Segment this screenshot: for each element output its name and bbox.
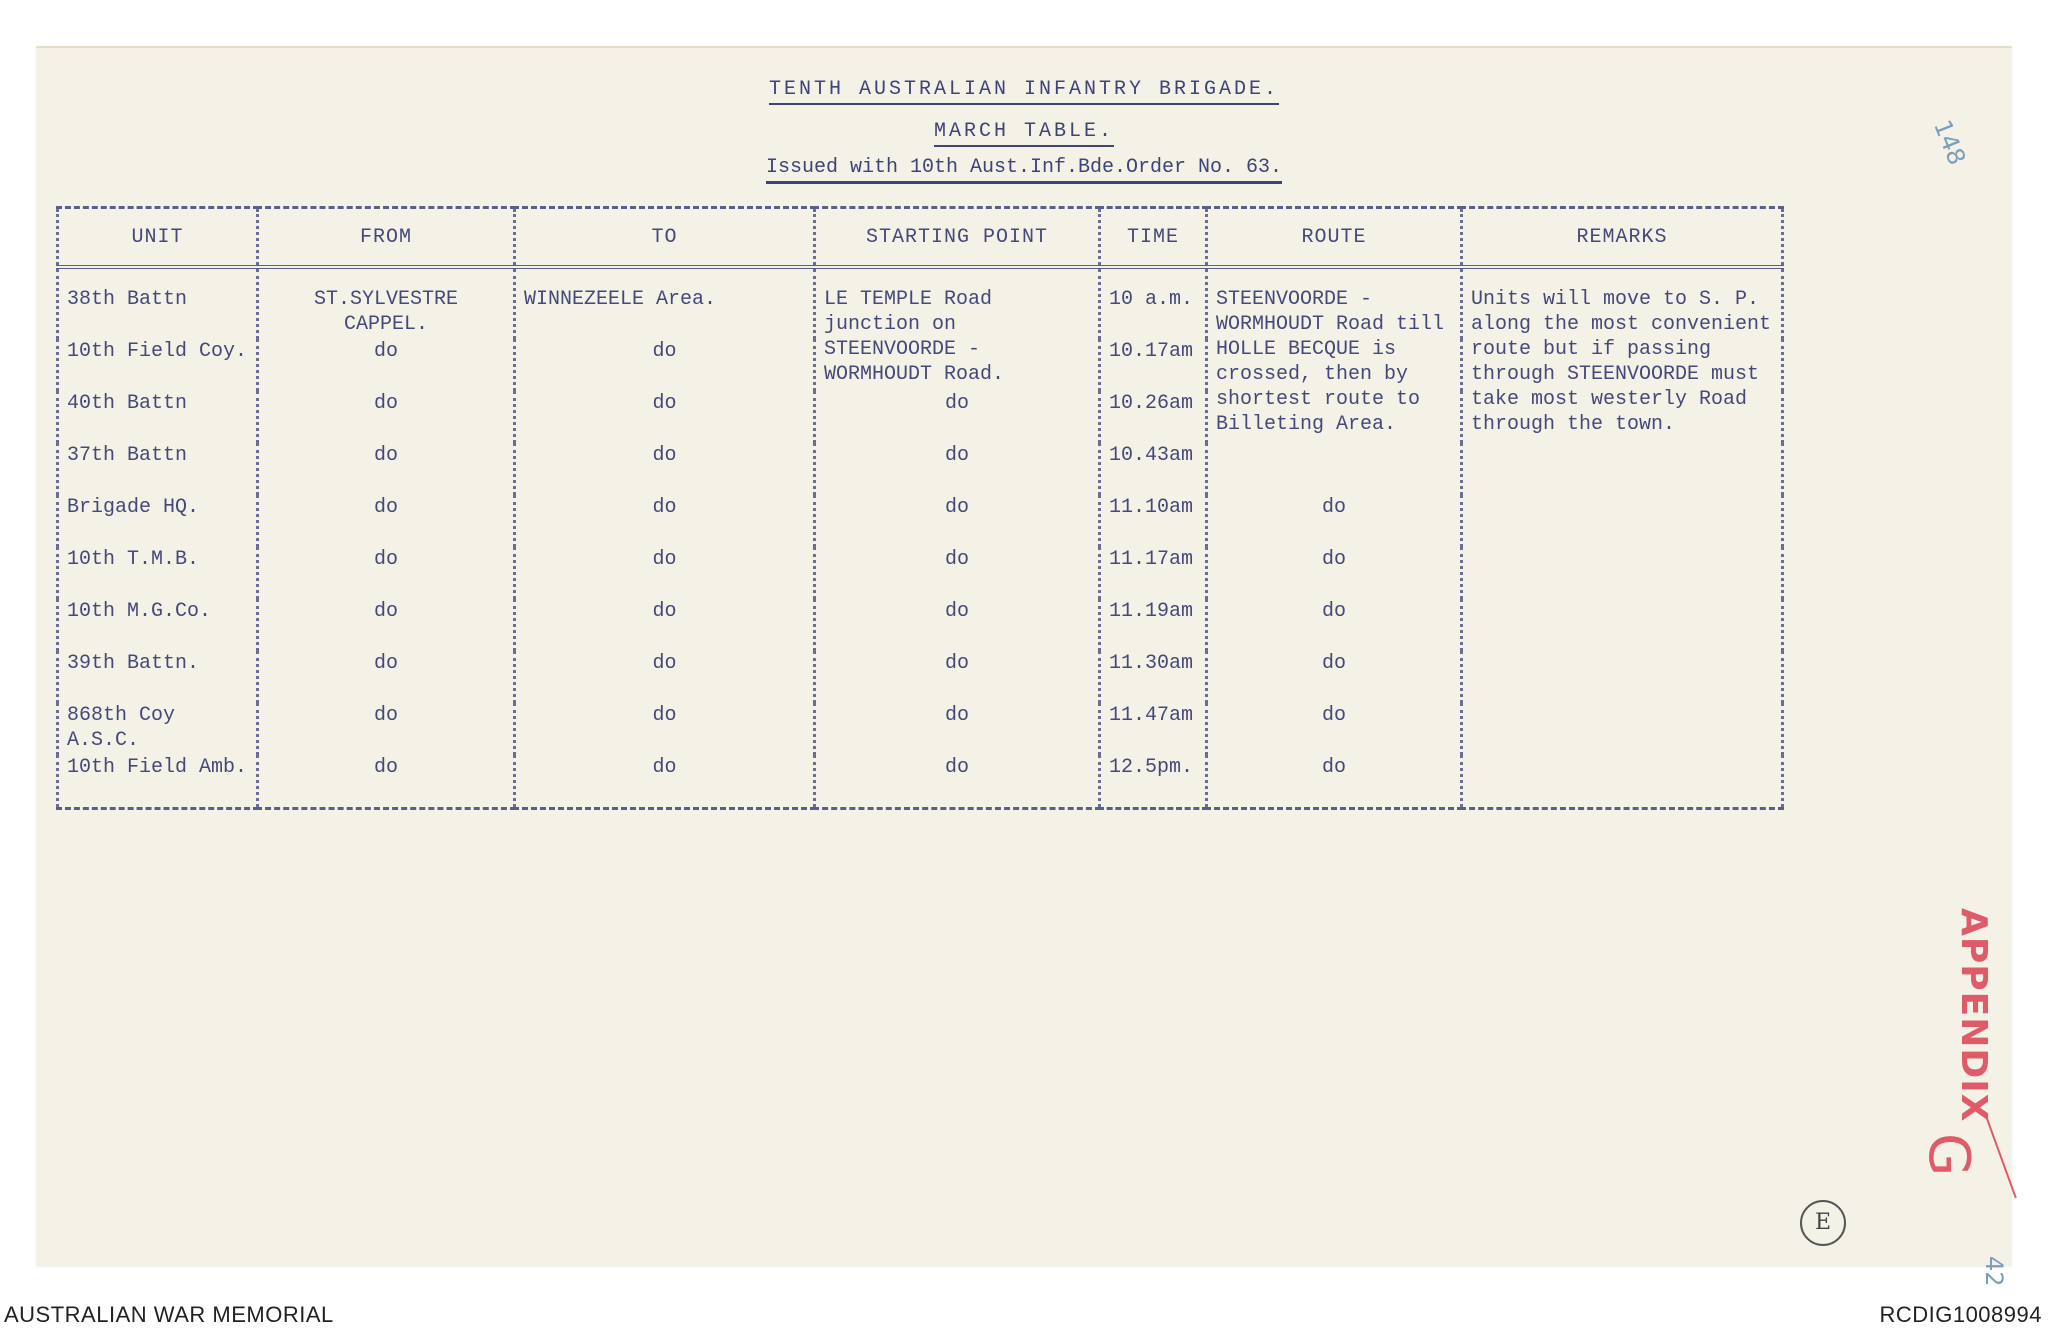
remarks-cell: Units will move to S. P. along the most convenient route but if passing through STEENVOORDE must take most westerly Road through the town. — [1462, 267, 1783, 547]
table-row — [58, 703, 1783, 755]
from-cell: do — [258, 495, 515, 547]
header-unit: UNIT — [58, 208, 258, 268]
starting-point-cell: do — [815, 703, 1100, 755]
folio-number: 148 — [1928, 116, 1972, 169]
unit-cell: 10th T.M.B. — [58, 547, 258, 599]
route-cell: do — [1207, 599, 1462, 651]
to-cell: do — [515, 443, 815, 495]
remarks-cell — [1462, 599, 1783, 651]
route-cell: do — [1207, 495, 1462, 547]
appendix-annotation: APPENDIX — [1953, 908, 1994, 1123]
time-cell: 11.10am — [1100, 495, 1207, 547]
route-cell: do — [1207, 703, 1462, 755]
remarks-cell — [1462, 651, 1783, 703]
circled-e-stamp: E — [1800, 1200, 1846, 1246]
table-header-row — [58, 208, 1783, 268]
from-cell: do — [258, 599, 515, 651]
from-cell: do — [258, 547, 515, 599]
page-number: 42 — [1980, 1256, 2008, 1287]
march-table — [56, 206, 1784, 810]
to-cell: do — [515, 547, 815, 599]
time-cell: 10 a.m. — [1100, 267, 1207, 339]
unit-cell: 10th Field Coy. — [58, 339, 258, 391]
unit-cell: 868th Coy A.S.C. — [58, 703, 258, 755]
unit-cell: 39th Battn. — [58, 651, 258, 703]
time-cell: 11.47am — [1100, 703, 1207, 755]
appendix-letter: G — [1916, 1133, 1981, 1177]
time-cell: 11.30am — [1100, 651, 1207, 703]
remarks-cell — [1462, 703, 1783, 755]
to-cell: do — [515, 755, 815, 809]
time-cell: 10.26am — [1100, 391, 1207, 443]
header-starting-point: STARTING POINT — [815, 208, 1100, 268]
from-cell: do — [258, 651, 515, 703]
document-issued-line: Issued with 10th Aust.Inf.Bde.Order No. 63. — [36, 156, 2012, 179]
starting-point-cell: do — [815, 547, 1100, 599]
time-cell: 10.17am — [1100, 339, 1207, 391]
to-cell: do — [515, 391, 815, 443]
to-cell: do — [515, 495, 815, 547]
table-row — [58, 267, 1783, 339]
header-to: TO — [515, 208, 815, 268]
route-cell: do — [1207, 651, 1462, 703]
remarks-cell — [1462, 755, 1783, 809]
time-cell: 10.43am — [1100, 443, 1207, 495]
time-cell: 12.5pm. — [1100, 755, 1207, 809]
from-cell: do — [258, 703, 515, 755]
to-cell: WINNEZEELE Area. — [515, 267, 815, 339]
to-cell: do — [515, 703, 815, 755]
starting-point-cell: do — [815, 651, 1100, 703]
from-cell: ST.SYLVESTRE CAPPEL. — [258, 267, 515, 339]
table-row — [58, 547, 1783, 599]
starting-point-cell: do — [815, 391, 1100, 443]
to-cell: do — [515, 599, 815, 651]
starting-point-cell: do — [815, 755, 1100, 809]
table-row — [58, 755, 1783, 809]
from-cell: do — [258, 443, 515, 495]
table-row — [58, 651, 1783, 703]
route-cell: do — [1207, 547, 1462, 599]
starting-point-cell: LE TEMPLE Road junction on STEENVOORDE - WORMHOUDT Road. — [815, 267, 1100, 391]
time-cell: 11.19am — [1100, 599, 1207, 651]
starting-point-cell: do — [815, 599, 1100, 651]
header-time: TIME — [1100, 208, 1207, 268]
unit-cell: 38th Battn — [58, 267, 258, 339]
document-subtitle: MARCH TABLE. — [36, 120, 2012, 143]
header-route: ROUTE — [1207, 208, 1462, 268]
starting-point-cell: do — [815, 495, 1100, 547]
unit-cell: 40th Battn — [58, 391, 258, 443]
header-from: FROM — [258, 208, 515, 268]
header-remarks: REMARKS — [1462, 208, 1783, 268]
table-row — [58, 599, 1783, 651]
footer-record-id: RCDIG1008994 — [1879, 1302, 2042, 1327]
to-cell: do — [515, 651, 815, 703]
remarks-cell — [1462, 547, 1783, 599]
starting-point-cell: do — [815, 443, 1100, 495]
footer-archive-name: AUSTRALIAN WAR MEMORIAL — [4, 1302, 334, 1327]
from-cell: do — [258, 339, 515, 391]
unit-cell: Brigade HQ. — [58, 495, 258, 547]
document-title: TENTH AUSTRALIAN INFANTRY BRIGADE. — [36, 78, 2012, 101]
from-cell: do — [258, 391, 515, 443]
route-cell: do — [1207, 755, 1462, 809]
unit-cell: 37th Battn — [58, 443, 258, 495]
appendix-underline — [1984, 1113, 2017, 1198]
unit-cell: 10th M.G.Co. — [58, 599, 258, 651]
document-page — [36, 46, 2012, 1287]
to-cell: do — [515, 339, 815, 391]
unit-cell: 10th Field Amb. — [58, 755, 258, 809]
from-cell: do — [258, 755, 515, 809]
time-cell: 11.17am — [1100, 547, 1207, 599]
route-cell: STEENVOORDE - WORMHOUDT Road till HOLLE BECQUE is crossed, then by shortest route to Billeting Area. — [1207, 267, 1462, 495]
